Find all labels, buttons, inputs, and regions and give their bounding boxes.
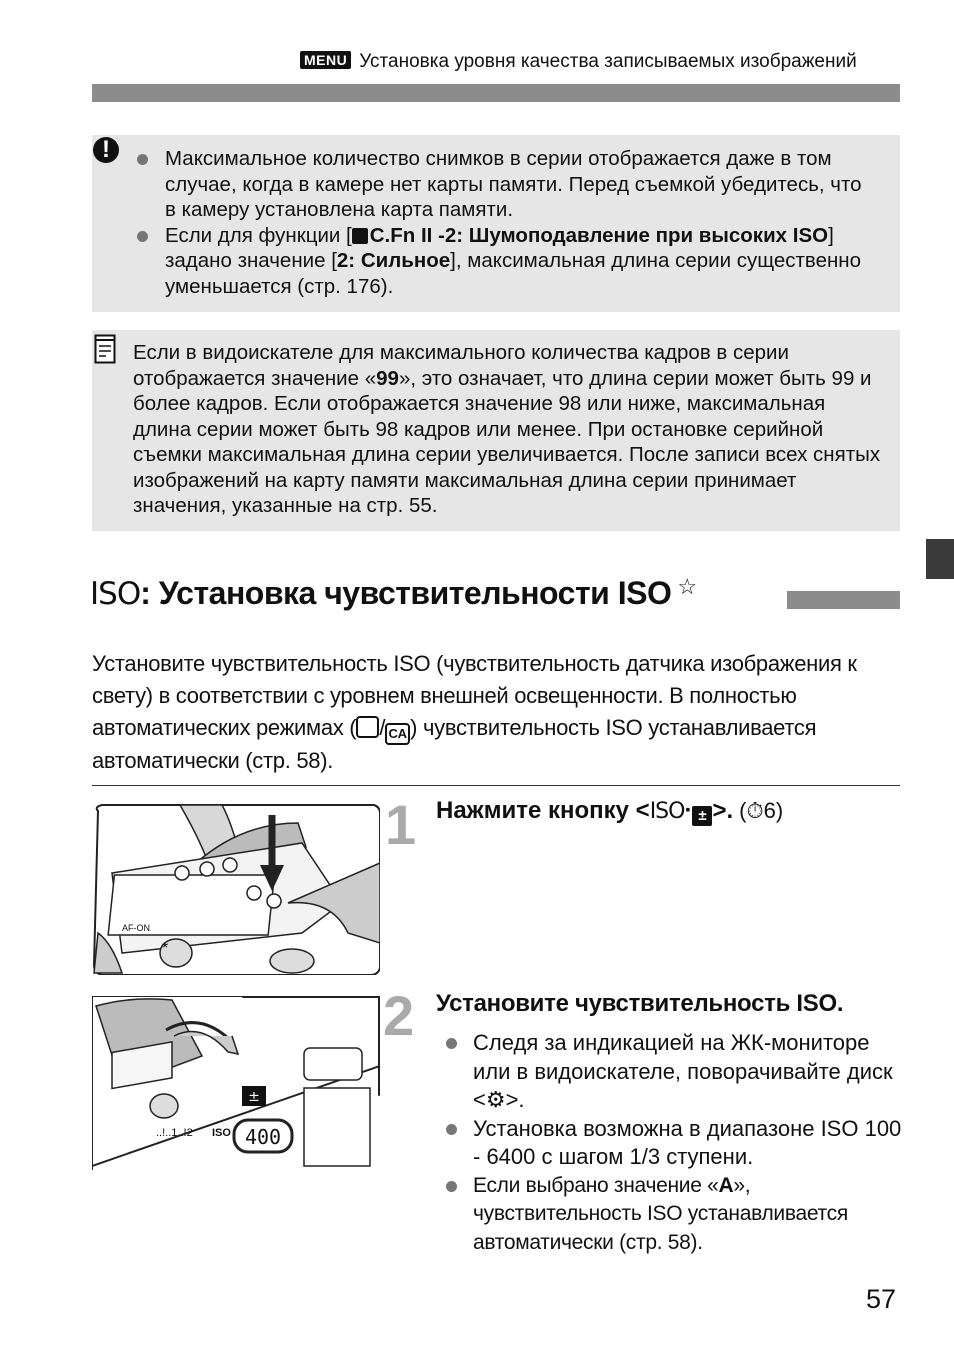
star-icon: ☆ [677, 574, 697, 599]
iso-button-icon: ISO [649, 799, 685, 824]
intro-paragraph [92, 648, 904, 777]
step-2-title: Установите чувствительность ISO. [436, 990, 844, 1017]
intro-separator: / [379, 715, 386, 740]
section-title-text: : Установка чувствительности ISO [140, 575, 672, 611]
step-1-text: Нажмите кнопку < [436, 797, 650, 824]
step-number: 2 [383, 984, 415, 1047]
caution-item: Если для функции [ C.Fn II -2: Шумоподавление при высоких ISO] задано значение [2: Сильное], максимальная длина серии существенно уменьшается (стр. 176). [136, 223, 876, 300]
step-2-item: Если выбрано значение «A», чувствительность ISO устанавливается автоматически (стр. 58). [446, 1172, 906, 1258]
menu-icon: MENU [300, 51, 351, 69]
intro-text: ) чувствительность ISO устанавливается автоматически (стр. 58). [92, 715, 817, 773]
header-bar [92, 84, 900, 102]
chapter-tab [926, 539, 954, 579]
caution-item: Максимальное количество снимков в серии отображается даже в том случае, когда в камере нет карты памяти. Перед съемкой убедитесь, что в камеру установлена карта памяти. [136, 146, 876, 223]
iso-value: 400 [244, 1125, 282, 1149]
step-1-title [436, 797, 783, 826]
iso-dial-illustration [92, 996, 380, 1170]
memo-icon [94, 334, 116, 369]
full-auto-mode-icon [356, 716, 379, 738]
section-bar [787, 591, 900, 609]
caution-list [136, 146, 876, 299]
flash-compensation-icon: ± [692, 806, 712, 826]
note-text: Если в видоискателе для максимального количества кадров в серии отображается значение «99», это означает, что длина серии может быть 99 и более кадров. Если отображается значение 98 или ниже, максимальная длина серии может быть 98 кадров или менее. При остановке серийной съемки максимальная длина серии увеличивается. После записи всех снятых изображений на карту памяти максимальная длина серии принимает значения, указанные на стр. 55. [133, 341, 881, 517]
camera-top-illustration [92, 803, 380, 975]
step-1-text: >. [712, 797, 734, 824]
iso-label: ISO [212, 1127, 231, 1139]
header-title: Установка уровня качества записываемых изображений [359, 51, 857, 72]
timer-icon: (⏱6) [739, 798, 784, 823]
divider [92, 785, 900, 786]
af-on-label: AF-ON [122, 923, 150, 933]
step-2-list [446, 1029, 906, 1257]
ae-lock-label: * [162, 940, 169, 957]
section-title [90, 574, 697, 612]
caution-icon: ! [93, 137, 119, 163]
running-header [300, 51, 857, 73]
svg-text:±: ± [248, 1089, 260, 1105]
page-number: 57 [866, 1284, 897, 1314]
creative-auto-mode-icon: CA [385, 723, 410, 745]
intro-text: Установите чувствительность ISO (чувствительность датчика изображения к свету) в соответствии с уровнем внешней освещенности. В полностью автоматических режимах ( [92, 651, 857, 740]
iso-icon: ISO [90, 576, 141, 612]
exposure-scale: ..!..1..!2 [156, 1127, 193, 1139]
separator-dot: · [684, 797, 693, 824]
step-number: 1 [385, 793, 417, 856]
step-2-item: Установка возможна в диапазоне ISO 100 - 6400 с шагом 1/3 ступени. [446, 1115, 906, 1172]
step-2-item: Следя за индикацией на ЖК-мониторе или в видоискателе, поворачивайте диск <⚙>. [446, 1029, 906, 1115]
